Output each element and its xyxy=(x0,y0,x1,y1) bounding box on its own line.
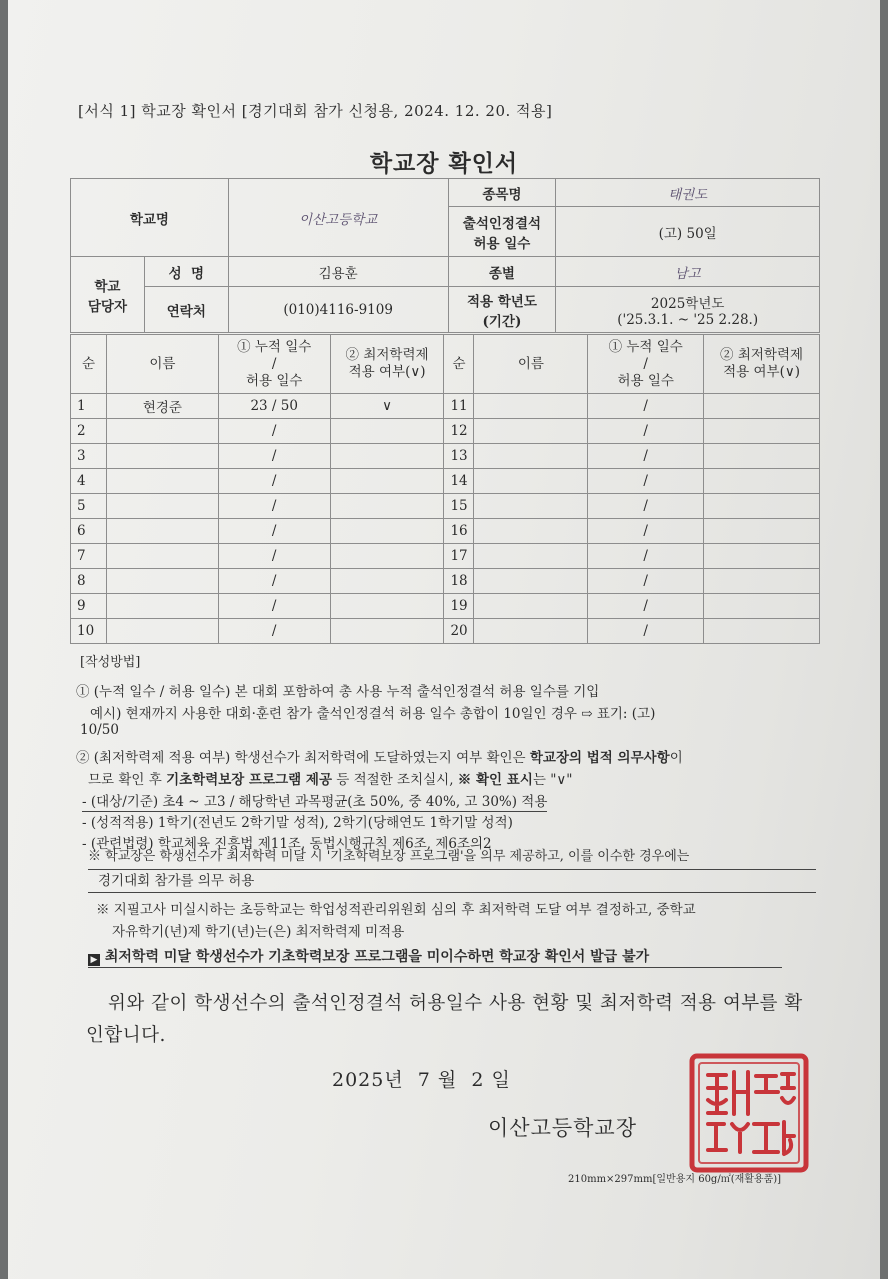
sport-value: 태권도 xyxy=(556,179,820,207)
min-grade-check xyxy=(330,519,444,544)
min-grade-check xyxy=(704,594,820,619)
absence-days: / xyxy=(588,444,704,469)
principal-name: 이산고등학교장 xyxy=(488,1116,638,1140)
school-value: 이산고등학교 xyxy=(228,179,448,257)
col-days-line1-2: ① 누적 일수 xyxy=(608,338,683,355)
school-year-label-line1: 적용 학년도 xyxy=(466,293,537,310)
school-year-value-line1: 2025학년도 xyxy=(650,295,725,312)
row-number: 6 xyxy=(71,519,107,544)
row-number: 15 xyxy=(444,494,474,519)
row-number: 10 xyxy=(71,619,107,644)
col-min-line2: 적용 여부(∨) xyxy=(348,364,426,380)
student-name xyxy=(106,444,218,469)
instruction-elementary-note: ※ 지필고사 미실시하는 초등학교는 학업성적관리위원회 심의 후 최저학력 도달 여부 결정하고, 중학교 xyxy=(96,902,696,918)
min-grade-check xyxy=(704,469,820,494)
document-title: 학교장 확인서 xyxy=(369,150,519,177)
min-grade-check xyxy=(330,619,444,644)
category-label: 종별 xyxy=(448,257,556,287)
instruction-2 xyxy=(76,746,683,766)
row-number: 20 xyxy=(444,619,474,644)
col-no-header-2: 순 xyxy=(444,335,474,394)
document-page xyxy=(8,0,880,1279)
category-value: 남고 xyxy=(556,257,820,287)
student-name xyxy=(106,494,218,519)
min-grade-check xyxy=(704,494,820,519)
absence-days: / xyxy=(218,419,330,444)
col-days-line3: 허용 일수 xyxy=(245,372,303,389)
min-grade-check xyxy=(704,619,820,644)
sport-label: 종목명 xyxy=(448,179,556,207)
student-row xyxy=(71,619,820,644)
instruction-2-c: 이 xyxy=(669,750,683,766)
row-number: 18 xyxy=(444,569,474,594)
absence-days: / xyxy=(218,469,330,494)
student-name xyxy=(474,394,588,419)
min-grade-check xyxy=(704,444,820,469)
min-grade-check xyxy=(330,494,444,519)
min-grade-check xyxy=(330,544,444,569)
col-name-header-2: 이름 xyxy=(474,335,588,394)
principal-note-line1: ※ 학교장은 학생선수가 최저학력 미달 시 '기초학력보장 프로그램'을 의무 제공하고, 이를 이수한 경우에는 xyxy=(88,846,816,870)
row-number: 8 xyxy=(71,569,107,594)
absence-days: / xyxy=(218,519,330,544)
row-number: 5 xyxy=(71,494,107,519)
min-grade-check xyxy=(704,544,820,569)
absence-days: / xyxy=(588,519,704,544)
manager-name-label: 성 명 xyxy=(144,257,228,287)
absence-days: / xyxy=(218,569,330,594)
instruction-1-example: 예시) 현재까지 사용한 대회·훈련 참가 출석인정결석 허용 일수 총합이 10일인 경우 ⇨ 표기: (고) xyxy=(90,706,656,722)
student-row xyxy=(71,394,820,419)
instruction-free-semester: 자유학기(년)제 학기(년)는(은) 최저학력제 미적용 xyxy=(112,924,405,940)
row-number: 12 xyxy=(444,419,474,444)
contact-value: (010)4116-9109 xyxy=(228,287,448,333)
manager-label xyxy=(71,257,145,333)
manager-name-value: 김용훈 xyxy=(228,257,448,287)
student-name xyxy=(474,544,588,569)
student-name xyxy=(474,469,588,494)
absence-days: / xyxy=(218,494,330,519)
student-table xyxy=(70,334,820,644)
absence-days: 23 / 50 xyxy=(218,394,330,419)
min-grade-check xyxy=(330,469,444,494)
instruction-warning-text: 최저학력 미달 학생선수가 기초학력보장 프로그램을 미이수하면 학교장 확인서 발급 불가 xyxy=(104,949,650,965)
student-row xyxy=(71,444,820,469)
student-name xyxy=(106,419,218,444)
instruction-1: ① (누적 일수 / 허용 일수) 본 대회 포함하여 총 사용 누적 출석인정결석 허용 일수를 기입 xyxy=(76,684,600,700)
school-info-table xyxy=(70,178,820,333)
student-name xyxy=(106,544,218,569)
student-row xyxy=(71,419,820,444)
principal-note-line2: 경기대회 참가를 의무 허용 xyxy=(98,873,255,889)
seal-glyphs xyxy=(708,1072,794,1154)
row-number: 17 xyxy=(444,544,474,569)
student-name xyxy=(106,619,218,644)
row-number: 14 xyxy=(444,469,474,494)
instruction-2-program: 기초학력보장 프로그램 제공 xyxy=(166,772,332,788)
row-number: 13 xyxy=(444,444,474,469)
official-seal xyxy=(686,1050,812,1176)
paper-spec: 210mm×297mm[일반용지 60g/㎡(재활용품)] xyxy=(568,1174,782,1185)
min-grade-check xyxy=(704,569,820,594)
student-name xyxy=(106,519,218,544)
row-number: 1 xyxy=(71,394,107,419)
contact-label: 연락처 xyxy=(144,287,228,333)
col-min-line1: ② 최저학력제 xyxy=(345,347,429,363)
absence-days: / xyxy=(218,444,330,469)
student-row xyxy=(71,494,820,519)
absence-days: / xyxy=(218,594,330,619)
manager-label-line1: 학교 xyxy=(94,278,121,295)
min-grade-check xyxy=(330,594,444,619)
row-number: 2 xyxy=(71,419,107,444)
instruction-2-mark: ※ 확인 표시 xyxy=(457,772,533,788)
min-grade-check xyxy=(704,394,820,419)
min-grade-check xyxy=(704,419,820,444)
absence-days: / xyxy=(588,419,704,444)
instruction-2-cont-c: 등 적절한 조치실시, xyxy=(332,772,458,788)
col-name-header: 이름 xyxy=(106,335,218,394)
col-min-header xyxy=(330,335,444,394)
student-name: 현경준 xyxy=(106,394,218,419)
col-days-header-2 xyxy=(588,335,704,394)
instructions-title: [작성방법] xyxy=(80,655,141,670)
school-label: 학교명 xyxy=(71,179,229,257)
instruction-warning xyxy=(88,946,782,968)
student-name xyxy=(474,444,588,469)
school-year-label-line2: (기간) xyxy=(482,313,522,330)
instruction-2-a: ② (최저학력제 적용 여부) 학생선수가 최저학력에 도달하였는지 여부 확인은 xyxy=(76,750,530,766)
absence-days: / xyxy=(588,469,704,494)
row-number: 4 xyxy=(71,469,107,494)
student-name xyxy=(474,494,588,519)
arrow-box-icon: ▶ xyxy=(88,954,100,966)
school-year-label xyxy=(448,287,556,333)
student-row xyxy=(71,469,820,494)
row-number: 3 xyxy=(71,444,107,469)
absence-days: / xyxy=(218,544,330,569)
student-row xyxy=(71,569,820,594)
student-name xyxy=(106,569,218,594)
confirmation-statement: 위와 같이 학생선수의 출석인정결석 허용일수 사용 현황 및 최저학력 적용 여부를 확인합니다. xyxy=(86,993,803,1046)
col-days-header xyxy=(218,335,330,394)
manager-label-line2: 담당자 xyxy=(87,298,127,315)
absence-label-line1: 출석인정결석 xyxy=(462,215,542,232)
absence-allowance-label xyxy=(448,207,556,257)
instruction-2-cont-e: 는 "∨" xyxy=(532,772,573,788)
instruction-2-cont xyxy=(88,768,573,788)
student-name xyxy=(106,594,218,619)
row-number: 7 xyxy=(71,544,107,569)
col-min-header-2 xyxy=(704,335,820,394)
col-min-line2-2: 적용 여부(∨) xyxy=(723,364,800,380)
student-table-header xyxy=(71,335,820,394)
col-days-line2-2: / xyxy=(643,355,648,372)
instruction-grades: - (성적적용) 1학기(전년도 2학기말 성적), 2학기(당해연도 1학기말 성적) xyxy=(82,815,513,831)
student-name xyxy=(474,519,588,544)
instruction-1-example-value: 10/50 xyxy=(80,722,119,738)
student-row xyxy=(71,544,820,569)
absence-days: / xyxy=(588,544,704,569)
absence-days: / xyxy=(218,619,330,644)
col-no-header: 순 xyxy=(71,335,107,394)
min-grade-check xyxy=(704,519,820,544)
absence-days: / xyxy=(588,594,704,619)
instruction-principal-note xyxy=(88,846,816,893)
school-year-period: ('25.3.1. ~ '25 2.28.) xyxy=(617,311,759,328)
student-row xyxy=(71,594,820,619)
absence-days: / xyxy=(588,619,704,644)
row-number: 16 xyxy=(444,519,474,544)
row-number: 9 xyxy=(71,594,107,619)
instruction-2-cont-a: 므로 확인 후 xyxy=(88,772,167,788)
min-grade-check: ∨ xyxy=(330,394,444,419)
student-name xyxy=(106,469,218,494)
school-year-value xyxy=(556,287,820,333)
row-number: 19 xyxy=(444,594,474,619)
student-name xyxy=(474,594,588,619)
min-grade-check xyxy=(330,569,444,594)
instruction-law: - (관련법령) 학교체육 진흥법 제11조, 동법시행규칙 제6조, 제6조의2 xyxy=(82,836,492,852)
absence-days: / xyxy=(588,569,704,594)
student-row xyxy=(71,519,820,544)
col-min-line1-2: ② 최저학력제 xyxy=(720,347,804,363)
absence-label-line2: 허용 일수 xyxy=(473,235,531,252)
student-name xyxy=(474,569,588,594)
absence-days: / xyxy=(588,494,704,519)
col-days-line1: ① 누적 일수 xyxy=(237,338,312,355)
issue-date: 2025년 7 월 2 일 xyxy=(332,1069,511,1091)
instruction-2-legal-duty: 학교장의 법적 의무사항 xyxy=(529,750,670,766)
row-number: 11 xyxy=(444,394,474,419)
student-name xyxy=(474,419,588,444)
col-days-line3-2: 허용 일수 xyxy=(617,372,674,389)
form-identifier: [서식 1] 학교장 확인서 [경기대회 참가 신청용, 2024. 12. 20. 적용] xyxy=(78,102,553,120)
student-name xyxy=(474,619,588,644)
absence-allowance-value: (고) 50일 xyxy=(556,207,820,257)
min-grade-check xyxy=(330,444,444,469)
instruction-criteria: - (대상/기준) 초4 ~ 고3 / 해당학년 과목평균(초 50%, 중 40%, 고 30%) 적용 xyxy=(82,790,547,812)
absence-days: / xyxy=(588,394,704,419)
min-grade-check xyxy=(330,419,444,444)
col-days-line2: / xyxy=(271,355,277,372)
